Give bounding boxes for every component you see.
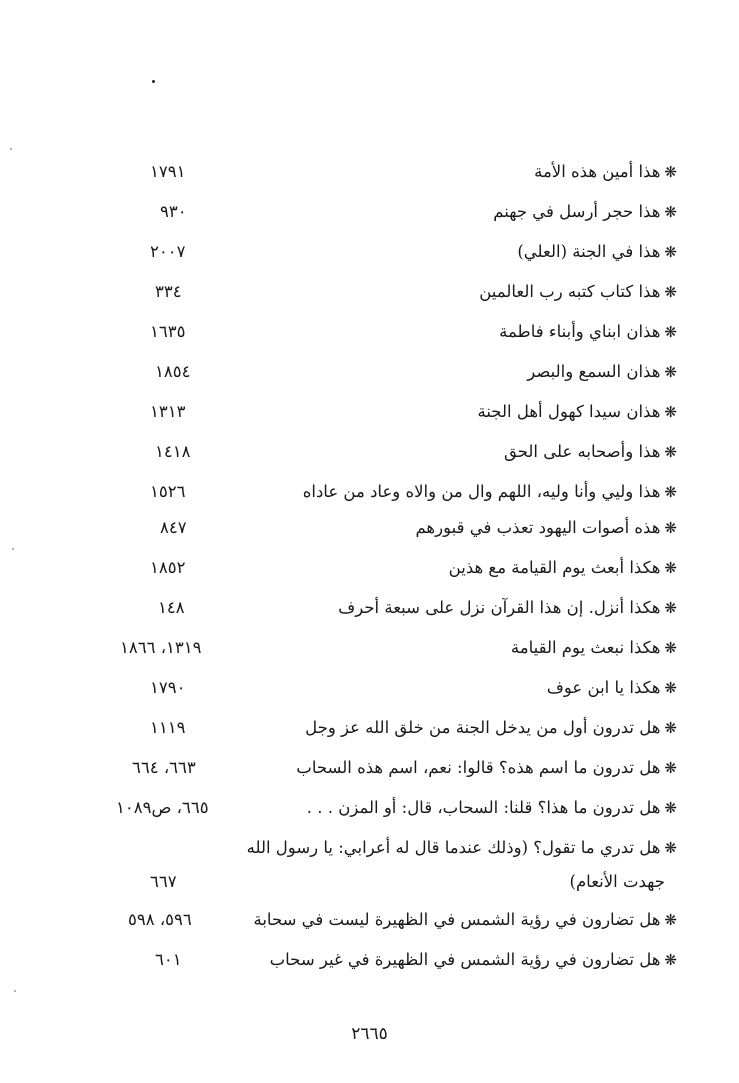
entry-text — [479, 277, 677, 307]
index-entry — [0, 437, 739, 467]
entry-text — [307, 793, 677, 823]
page-speck — [12, 548, 14, 550]
index-entry — [0, 793, 739, 823]
index-entry — [0, 945, 739, 975]
entry-reference: ١٧٩٠ — [150, 678, 186, 697]
entry-label: هكذا يا ابن عوف — [546, 678, 661, 697]
entry-text — [527, 357, 677, 387]
entry-text — [511, 633, 677, 663]
entry-reference: ٦٠١ — [155, 950, 182, 969]
entry-text — [270, 945, 677, 975]
index-entry — [0, 197, 739, 227]
entry-reference: ١٣١٣ — [150, 402, 186, 421]
entry-reference: ٦٦٥، ص١٠٨٩ — [116, 798, 209, 817]
star-icon: ❋ — [664, 839, 677, 857]
entry-reference: ١١١٩ — [150, 718, 186, 737]
entry-label: هذا أمين هذه الأمة — [534, 162, 661, 181]
entry-text — [534, 157, 677, 187]
star-icon: ❋ — [664, 639, 677, 657]
star-icon: ❋ — [664, 283, 677, 301]
index-entry — [0, 633, 739, 663]
page-speck — [152, 80, 155, 83]
entry-label: هذان السمع والبصر — [527, 362, 661, 381]
entry-reference: ٦٦٧ — [150, 872, 177, 891]
entry-text — [296, 753, 677, 783]
index-entry — [0, 357, 739, 387]
entry-label: هذا وأصحابه على الحق — [503, 442, 661, 461]
entry-label: هذان سيدا كهول أهل الجنة — [477, 402, 661, 421]
entry-reference: ١٤١٨ — [155, 442, 191, 461]
index-entry — [0, 277, 739, 307]
star-icon: ❋ — [664, 951, 677, 969]
index-entry — [0, 513, 739, 543]
index-entry-continuation — [0, 867, 739, 897]
entry-label: هكذا أبعث يوم القيامة مع هذين — [448, 558, 661, 577]
entry-label: هل تدرون ما هذا؟ قلنا: السحاب، قال: أو المزن . . . — [306, 798, 661, 817]
star-icon: ❋ — [664, 363, 677, 381]
star-icon: ❋ — [664, 443, 677, 461]
entry-label: هذان ابناي وأبناء فاطمة — [499, 322, 661, 341]
entry-reference: ١٨٥٤ — [155, 362, 191, 381]
entry-reference: ٥٩٦، ٥٩٨ — [128, 910, 192, 929]
entry-reference: ٦٦٣، ٦٦٤ — [132, 758, 196, 777]
index-entry — [0, 833, 739, 863]
star-icon: ❋ — [664, 679, 677, 697]
star-icon: ❋ — [664, 911, 677, 929]
entry-reference: ٣٣٤ — [155, 282, 182, 301]
entry-reference: ١٥٢٦ — [150, 482, 186, 501]
entry-reference: ١٦٣٥ — [150, 322, 186, 341]
index-entry — [0, 753, 739, 783]
entry-text — [253, 905, 677, 935]
entry-reference: ١٣١٩، ١٨٦٦ — [120, 638, 202, 657]
star-icon: ❋ — [664, 323, 677, 341]
entry-label: هذا وليي وأنا وليه، اللهم وال من والاه وعاد من عاداه — [302, 482, 661, 501]
entry-text — [504, 437, 677, 467]
entry-text — [338, 593, 677, 623]
star-icon: ❋ — [664, 599, 677, 617]
entry-label: هل تدرون ما اسم هذه؟ قالوا: نعم، اسم هذه السحاب — [296, 758, 661, 777]
entry-label: هكذا أنزل. إن هذا القرآن نزل على سبعة أحرف — [338, 598, 661, 617]
index-entry — [0, 593, 739, 623]
entry-text — [493, 197, 677, 227]
entry-text — [415, 513, 677, 543]
entry-reference: ١٧٩١ — [150, 162, 186, 181]
star-icon: ❋ — [664, 799, 677, 817]
page-number: ٢٦٦٥ — [351, 1024, 388, 1044]
page-speck — [10, 148, 12, 150]
entry-text — [499, 317, 677, 347]
star-icon: ❋ — [664, 759, 677, 777]
entry-text — [247, 833, 677, 863]
entry-continuation-text: جهدت الأنعام) — [569, 872, 665, 891]
index-entry — [0, 713, 739, 743]
entry-text — [477, 397, 677, 427]
star-icon: ❋ — [664, 243, 677, 261]
entry-label: هل تضارون في رؤية الشمس في الظهيرة في غير سحاب — [269, 950, 661, 969]
entry-reference: ١٤٨ — [158, 598, 185, 617]
entry-label: هل تدري ما تقول؟ (وذلك عندما قال له أعرابي: يا رسول الله — [246, 838, 661, 857]
entry-text — [547, 673, 677, 703]
entry-label: هكذا نبعث يوم القيامة — [510, 638, 661, 657]
entry-reference: ١٨٥٢ — [150, 558, 186, 577]
entry-reference: ٨٤٧ — [160, 518, 187, 537]
star-icon: ❋ — [664, 519, 677, 537]
entry-label: هل تضارون في رؤية الشمس في الظهيرة ليست في سحابة — [253, 910, 661, 929]
index-entry — [0, 905, 739, 935]
index-entry — [0, 317, 739, 347]
entry-text — [517, 237, 677, 267]
star-icon: ❋ — [664, 559, 677, 577]
index-entry — [0, 477, 739, 507]
entry-label: هذا في الجنة (العلي) — [517, 242, 661, 261]
star-icon: ❋ — [664, 163, 677, 181]
index-entry — [0, 157, 739, 187]
star-icon: ❋ — [664, 403, 677, 421]
star-icon: ❋ — [664, 719, 677, 737]
entry-label: هذا حجر أرسل في جهنم — [493, 202, 661, 221]
star-icon: ❋ — [664, 203, 677, 221]
index-entry — [0, 673, 739, 703]
entry-label: هل تدرون أول من يدخل الجنة من خلق الله عز وجل — [305, 718, 661, 737]
page-speck — [14, 990, 16, 992]
entry-text — [305, 713, 677, 743]
entry-text — [449, 553, 677, 583]
index-entry — [0, 237, 739, 267]
entry-reference: ٢٠٠٧ — [150, 242, 186, 261]
index-entry — [0, 397, 739, 427]
entry-reference: ٩٣٠ — [160, 202, 187, 221]
star-icon: ❋ — [664, 483, 677, 501]
entry-label: هذه أصوات اليهود تعذب في قبورهم — [415, 518, 661, 537]
entry-text — [303, 477, 677, 507]
index-entry — [0, 553, 739, 583]
entry-label: هذا كتاب كتبه رب العالمين — [479, 282, 661, 301]
